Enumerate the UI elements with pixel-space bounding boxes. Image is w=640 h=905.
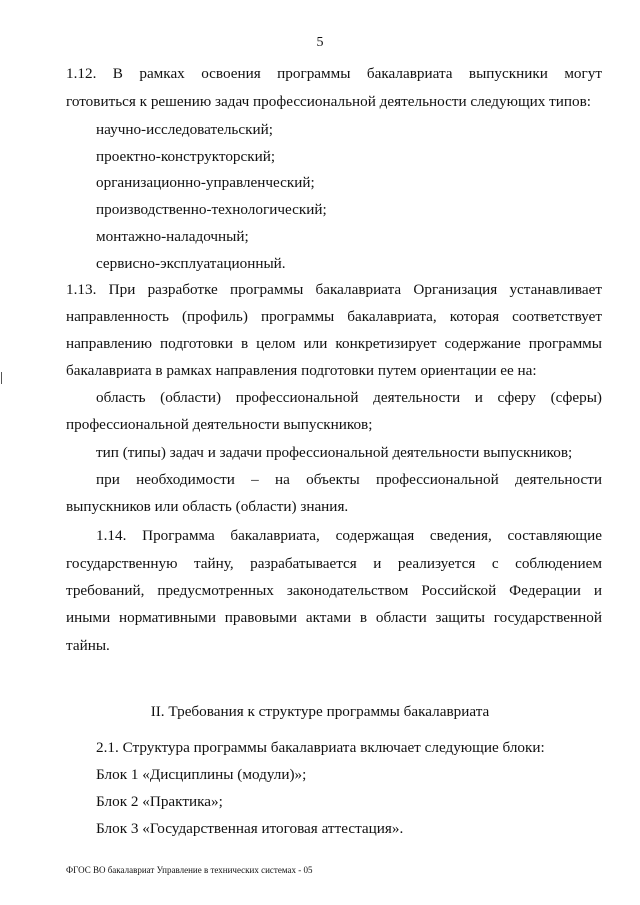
orientation-item-1-line-1: область (области) профессиональной деятельности и сферу (сферы)	[96, 389, 602, 406]
paragraph-1-13-line-4: бакалавриата в рамках направления подготовки путем ориентации ее на:	[66, 362, 537, 379]
paragraph-1-12-line-2: готовиться к решению задач профессиональной деятельности следующих типов:	[66, 93, 592, 110]
program-block-item: Блок 3 «Государственная итоговая аттестация».	[96, 820, 404, 837]
paragraph-2-1: 2.1. Структура программы бакалавриата включает следующие блоки:	[96, 739, 545, 756]
activity-type-item: производственно-технологический;	[96, 201, 327, 218]
paragraph-1-12-line-1: 1.12. В рамках освоения программы бакалавриата выпускники могут	[66, 65, 602, 82]
orientation-item-3-line-2: выпускников или область (области) знания.	[66, 498, 349, 515]
paragraph-1-14-line-1: 1.14. Программа бакалавриата, содержащая сведения, составляющие	[96, 527, 602, 544]
paragraph-1-13-line-2: направленность (профиль) программы бакалавриата, которая соответствует	[66, 308, 602, 325]
paragraph-1-14-line-3: требований, предусмотренных законодательством Российской Федерации и	[66, 582, 602, 599]
paragraph-1-13-line-1: 1.13. При разработке программы бакалавриата Организация устанавливает	[66, 281, 602, 298]
activity-type-item: проектно-конструкторский;	[96, 148, 276, 165]
activity-type-item: научно-исследовательский;	[96, 121, 273, 138]
program-block-item: Блок 1 «Дисциплины (модули)»;	[96, 766, 307, 783]
orientation-item-3-line-1: при необходимости – на объекты профессиональной деятельности	[96, 471, 602, 488]
paragraph-1-14-line-2: государственную тайну, разрабатывается и реализуется с соблюдением	[66, 555, 602, 572]
program-block-item: Блок 2 «Практика»;	[96, 793, 223, 810]
paragraph-1-14-line-4: иными нормативными правовыми актами в области защиты государственной	[66, 609, 602, 626]
page-number: 5	[316, 35, 324, 50]
orientation-item-2: тип (типы) задач и задачи профессиональной деятельности выпускников;	[96, 444, 573, 461]
paragraph-1-13-line-3: направлению подготовки в целом или конкретизирует содержание программы	[66, 335, 602, 352]
activity-type-item: сервисно-эксплуатационный.	[96, 255, 286, 272]
activity-type-item: организационно-управленческий;	[96, 174, 315, 191]
orientation-item-1-line-2: профессиональной деятельности выпускников;	[66, 416, 373, 433]
section-heading: II. Требования к структуре программы бакалавриата	[150, 703, 490, 720]
activity-type-item: монтажно-наладочный;	[96, 228, 249, 245]
scan-edge-mark	[1, 372, 2, 384]
paragraph-1-14-line-5: тайны.	[66, 637, 110, 654]
page-footer: ФГОС ВО бакалавриат Управление в технических системах - 05	[66, 865, 313, 875]
